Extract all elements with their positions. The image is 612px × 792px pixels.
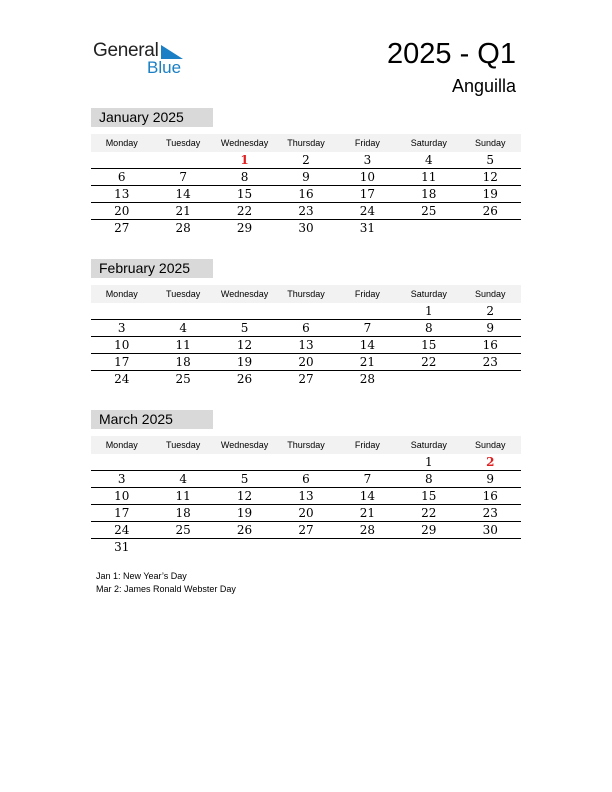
day-cell: 13 [298, 489, 314, 503]
day-cell: 22 [421, 506, 437, 520]
day-cell: 28 [175, 221, 191, 235]
day-cell: 8 [240, 170, 249, 184]
day-cell: 7 [363, 472, 372, 486]
day-cell: 23 [298, 204, 314, 218]
day-cell: 29 [236, 221, 253, 235]
logo-blue-text: Blue [147, 58, 182, 77]
holiday-note: Mar 2: James Ronald Webster Day [96, 584, 236, 594]
day-cell: 12 [236, 338, 253, 352]
day-cell: 19 [236, 355, 253, 369]
weekday-label: Wednesday [220, 289, 269, 299]
day-cell: 13 [114, 187, 130, 201]
day-cell [337, 303, 398, 319]
day-cell: 27 [298, 523, 314, 537]
day-cell [214, 303, 275, 319]
day-cell: 23 [482, 506, 498, 520]
day-cell: 21 [359, 506, 376, 520]
day-cell: 4 [179, 321, 187, 335]
day-cell: 25 [175, 523, 191, 537]
holiday-day-cell: 1 [240, 153, 249, 167]
day-cell: 9 [486, 472, 495, 486]
day-cell: 21 [175, 204, 191, 218]
month-february [91, 259, 521, 387]
day-cell: 17 [114, 506, 130, 520]
weekday-label: Tuesday [166, 289, 201, 299]
day-cell: 30 [482, 523, 498, 537]
day-cell: 25 [421, 204, 437, 218]
month-march [91, 410, 521, 555]
week-row [91, 152, 521, 169]
day-cell: 7 [363, 321, 372, 335]
day-cell: 3 [117, 321, 126, 335]
day-cell [91, 152, 152, 168]
weekday-label: Monday [105, 289, 138, 299]
day-cell: 20 [114, 204, 130, 218]
weekday-label: Tuesday [166, 440, 201, 450]
day-cell [275, 539, 336, 555]
holiday-notes [96, 570, 236, 596]
day-cell: 2 [486, 304, 495, 318]
weekday-label: Saturday [410, 289, 447, 299]
weekday-label: Friday [354, 138, 380, 148]
week-row [91, 539, 521, 555]
day-cell: 11 [421, 170, 437, 184]
day-cell [214, 539, 275, 555]
day-cell: 18 [421, 187, 437, 201]
month-grid [91, 152, 521, 236]
holiday-day-cell: 2 [486, 455, 495, 469]
day-cell [91, 454, 152, 470]
day-cell: 10 [114, 338, 130, 352]
weekday-label: Wednesday [220, 138, 269, 148]
day-cell [460, 539, 521, 555]
day-cell: 19 [482, 187, 498, 201]
week-row [91, 371, 521, 387]
page-title: 2025 - Q1 [387, 38, 516, 70]
week-row [91, 220, 521, 236]
day-cell: 6 [117, 170, 126, 184]
day-cell: 7 [179, 170, 187, 184]
month-grid [91, 454, 521, 555]
month-title: February 2025 [91, 259, 213, 278]
day-cell: 14 [359, 489, 376, 503]
weekday-label: Monday [105, 440, 138, 450]
day-cell: 3 [363, 153, 372, 167]
day-cell: 26 [236, 523, 253, 537]
day-cell: 1 [425, 304, 433, 318]
day-cell [398, 539, 459, 555]
day-cell [275, 303, 336, 319]
day-cell: 14 [359, 338, 376, 352]
day-cell: 15 [421, 338, 437, 352]
month-grid [91, 303, 521, 387]
day-cell: 13 [298, 338, 314, 352]
day-cell: 30 [298, 221, 314, 235]
day-cell: 19 [236, 506, 253, 520]
weekday-label: Saturday [410, 138, 447, 148]
day-cell: 27 [298, 372, 314, 386]
weekday-label: Sunday [474, 138, 506, 148]
day-cell: 12 [236, 489, 253, 503]
day-cell [214, 454, 275, 470]
day-cell: 5 [240, 321, 249, 335]
weekday-label: Thursday [287, 440, 325, 450]
day-cell: 1 [425, 455, 433, 469]
day-cell [275, 454, 336, 470]
day-cell: 20 [298, 355, 314, 369]
day-cell: 16 [482, 489, 498, 503]
day-cell: 3 [117, 472, 126, 486]
weekday-header [91, 436, 521, 454]
day-cell: 10 [114, 489, 130, 503]
day-cell [398, 220, 459, 236]
day-cell: 2 [302, 153, 310, 167]
weekday-label: Sunday [474, 440, 506, 450]
week-row [91, 169, 521, 186]
day-cell: 5 [240, 472, 249, 486]
day-cell: 24 [114, 372, 130, 386]
day-cell: 14 [175, 187, 191, 201]
day-cell: 22 [421, 355, 437, 369]
day-cell [460, 220, 521, 236]
week-row [91, 454, 521, 471]
day-cell: 4 [425, 153, 433, 167]
day-cell: 6 [302, 472, 310, 486]
day-cell [460, 371, 521, 387]
week-row [91, 320, 521, 337]
weekday-label: Monday [105, 138, 138, 148]
day-cell: 27 [114, 221, 130, 235]
day-cell: 25 [175, 372, 191, 386]
day-cell: 22 [236, 204, 253, 218]
day-cell [337, 454, 398, 470]
month-title: March 2025 [91, 410, 213, 429]
weekday-label: Wednesday [220, 440, 269, 450]
day-cell [398, 371, 459, 387]
week-row [91, 186, 521, 203]
weekday-header [91, 285, 521, 303]
country-name: Anguilla [451, 76, 516, 96]
month-title: January 2025 [91, 108, 213, 127]
weekday-label: Thursday [287, 138, 325, 148]
weekday-label: Thursday [287, 289, 325, 299]
day-cell: 10 [359, 170, 376, 184]
day-cell: 8 [425, 321, 433, 335]
day-cell: 8 [425, 472, 433, 486]
week-row [91, 203, 521, 220]
day-cell: 26 [236, 372, 253, 386]
day-cell: 18 [175, 355, 191, 369]
day-cell: 5 [486, 153, 495, 167]
day-cell: 12 [482, 170, 498, 184]
day-cell: 17 [359, 187, 376, 201]
week-row [91, 488, 521, 505]
week-row [91, 337, 521, 354]
day-cell: 28 [359, 372, 376, 386]
day-cell: 15 [421, 489, 437, 503]
weekday-label: Friday [354, 440, 380, 450]
day-cell: 6 [302, 321, 310, 335]
day-cell: 4 [179, 472, 187, 486]
week-row [91, 303, 521, 320]
day-cell [152, 539, 213, 555]
day-cell: 11 [175, 489, 191, 503]
day-cell: 15 [236, 187, 253, 201]
day-cell [152, 454, 213, 470]
day-cell [91, 303, 152, 319]
day-cell: 28 [359, 523, 376, 537]
day-cell [152, 303, 213, 319]
day-cell [337, 539, 398, 555]
weekday-label: Tuesday [166, 138, 201, 148]
week-row [91, 505, 521, 522]
logo-general-text: General [93, 40, 159, 61]
week-row [91, 471, 521, 488]
day-cell: 26 [482, 204, 498, 218]
day-cell: 31 [114, 540, 130, 554]
day-cell [152, 152, 213, 168]
week-row [91, 354, 521, 371]
day-cell: 29 [421, 523, 437, 537]
day-cell: 21 [359, 355, 376, 369]
day-cell: 9 [486, 321, 495, 335]
weekday-label: Sunday [474, 289, 506, 299]
logo-triangle-icon [161, 45, 183, 59]
weekday-label: Friday [354, 289, 380, 299]
day-cell: 24 [359, 204, 376, 218]
day-cell: 17 [114, 355, 130, 369]
day-cell: 11 [175, 338, 191, 352]
day-cell: 23 [482, 355, 498, 369]
day-cell: 20 [298, 506, 314, 520]
weekday-label: Saturday [410, 440, 447, 450]
weekday-header [91, 134, 521, 152]
month-january [91, 108, 521, 236]
day-cell: 9 [302, 170, 310, 184]
day-cell: 18 [175, 506, 191, 520]
holiday-note: Jan 1: New Year’s Day [96, 571, 187, 581]
day-cell: 31 [359, 221, 376, 235]
day-cell: 16 [482, 338, 498, 352]
logo [93, 40, 193, 80]
week-row [91, 522, 521, 539]
day-cell: 16 [298, 187, 314, 201]
day-cell: 24 [114, 523, 130, 537]
